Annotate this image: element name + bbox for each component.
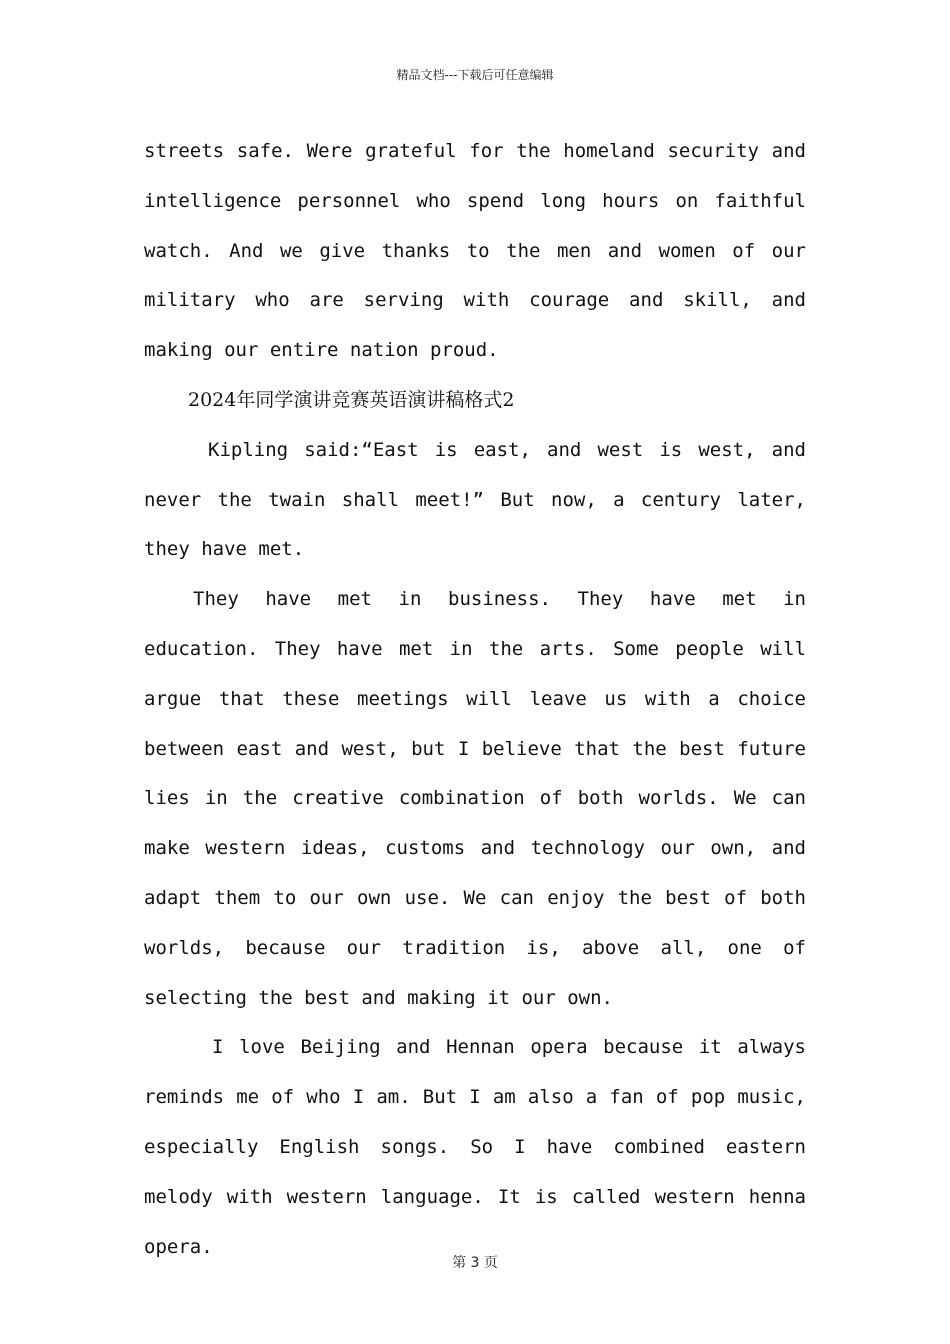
section-heading: 2024年同学演讲竞赛英语演讲稿格式2 [188, 388, 515, 411]
paragraph-2: Kipling said:“East is east, and west is west, and never the twain shall meet!” But now, a century later, they have met. [144, 438, 806, 561]
page-header: 精品文档---下载后可任意编辑 [396, 68, 554, 82]
page-number: 第 3 页 [452, 1255, 498, 1271]
paragraph-4: I love Beijing and Hennan opera because it always reminds me of who I am. But I am also a fan of pop music, especially English songs. So I have combined eastern melody with western language. It is called western henna opera. [144, 1036, 806, 1258]
paragraph-3: They have met in business. They have met in education. They have met in the arts. Some people will argue that these meetings will leave us with a choice between east and west, but I believe that the best future lies in the creative combination of both worlds. We can make western ideas, customs and technology our own, and adapt them to our own use. We can enjoy the best of both worlds, because our tradition is, above all, one of selecting the best and making it our own. [144, 588, 806, 1009]
paragraph-1: streets safe. Were grateful for the homeland security and intelligence personnel who spend long hours on faithful watch. And we give thanks to the men and women of our military who are serving with courage and skill, and making our entire nation proud. [144, 140, 806, 362]
document-body [144, 127, 806, 1272]
